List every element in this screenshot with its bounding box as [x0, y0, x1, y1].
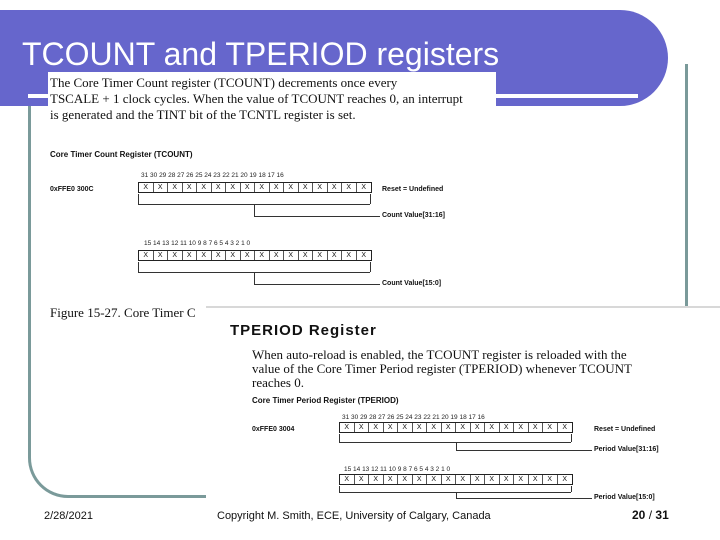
tperiod-address: 0xFFE0 3004: [252, 426, 295, 433]
tperiod-field-low: Period Value[15:0]: [594, 494, 655, 501]
bit-cell: X: [154, 183, 169, 192]
bit-cell: X: [500, 475, 515, 484]
bit-cell: X: [384, 423, 399, 432]
bit-cell: X: [355, 423, 370, 432]
bit-cell: X: [313, 251, 328, 260]
bit-cell: X: [369, 423, 384, 432]
bit-cell: X: [543, 423, 558, 432]
bit-cell: X: [485, 475, 500, 484]
tcount-figure: [48, 72, 496, 322]
bit-cell: X: [212, 251, 227, 260]
bit-cell: X: [139, 251, 154, 260]
bit-cell: X: [456, 423, 471, 432]
bit-cell: X: [342, 251, 357, 260]
bit-cell: X: [529, 475, 544, 484]
tcount-paragraph-line-1: The Core Timer Count register (TCOUNT) decrements once every: [50, 75, 398, 90]
bit-cell: X: [241, 251, 256, 260]
page-current: 20: [632, 508, 646, 522]
bit-cell: X: [342, 183, 357, 192]
bit-cell: X: [197, 251, 212, 260]
page-total: 31: [655, 508, 669, 522]
bit-cell: X: [241, 183, 256, 192]
tperiod-paragraph-line-1: When auto-reload is enabled, the TCOUNT register is reloaded with the: [252, 347, 627, 362]
bit-cell: X: [154, 251, 169, 260]
bit-cell: X: [313, 183, 328, 192]
bit-cell: X: [361, 184, 367, 191]
tperiod-register-heading: Core Timer Period Register (TPERIOD): [252, 396, 399, 405]
bit-cell: X: [197, 183, 212, 192]
tcount-bitfield-high: [138, 182, 372, 193]
tcount-address: 0xFFE0 300C: [50, 186, 94, 193]
bit-cell: X: [562, 424, 568, 431]
bit-cell: X: [456, 475, 471, 484]
bit-cell: X: [514, 423, 529, 432]
tcount-field-low: Count Value[15:0]: [382, 280, 442, 287]
bit-cell: X: [139, 183, 154, 192]
bit-cell: X: [427, 423, 442, 432]
bit-cell: X: [183, 251, 198, 260]
tcount-bit-numbers-low: 15 14 13 12 11 10 9 8 7 6 5 4 3 2 1 0: [144, 240, 251, 247]
bit-cell: X: [255, 183, 270, 192]
tcount-paragraph-line-3: is generated and the TINT bit of the TCNTL register is set.: [50, 107, 356, 122]
tcount-register-heading: Core Timer Count Register (TCOUNT): [50, 150, 193, 159]
bit-cell: X: [328, 251, 343, 260]
bit-cell: X: [543, 475, 558, 484]
tperiod-paragraph-line-2: value of the Core Timer Period register (TPERIOD) whenever TCOUNT: [252, 361, 632, 376]
bit-cell: X: [529, 423, 544, 432]
bit-cell: X: [226, 251, 241, 260]
bit-cell: X: [340, 475, 355, 484]
tperiod-field-high: Period Value[31:16]: [594, 446, 659, 453]
tcount-bitfield-low: [138, 250, 372, 261]
page-separator: /: [648, 508, 653, 522]
page-number: [632, 508, 669, 522]
tperiod-paragraph-line-3: reaches 0.: [252, 375, 304, 390]
slide-copyright: Copyright M. Smith, ECE, University of Calgary, Canada: [217, 510, 491, 522]
bit-cell: X: [514, 475, 529, 484]
bit-cell: X: [226, 183, 241, 192]
bit-cell: X: [398, 475, 413, 484]
bit-cell: X: [413, 423, 428, 432]
tcount-field-high: Count Value[31:16]: [382, 212, 446, 219]
tperiod-bit-numbers-high: 31 30 29 28 27 26 25 24 23 22 21 20 19 18 17 16: [342, 414, 485, 421]
bit-cell: X: [255, 251, 270, 260]
tcount-figure-caption: Figure 15-27. Core Timer C: [50, 305, 196, 320]
bit-cell: X: [398, 423, 413, 432]
bit-cell: X: [442, 423, 457, 432]
bit-cell: X: [183, 183, 198, 192]
bit-cell: X: [485, 423, 500, 432]
bit-cell: X: [442, 475, 457, 484]
tperiod-reset-note: Reset = Undefined: [594, 426, 656, 433]
bit-cell: X: [471, 423, 486, 432]
bit-cell: X: [299, 251, 314, 260]
slide-title: TCOUNT and TPERIOD registers: [22, 36, 500, 72]
tperiod-bitfield-high: [339, 422, 573, 433]
slide-date: 2/28/2021: [44, 510, 93, 522]
tcount-reset-note: Reset = Undefined: [382, 186, 444, 193]
bit-cell: X: [384, 475, 399, 484]
bit-cell: X: [361, 252, 367, 259]
bit-cell: X: [413, 475, 428, 484]
tcount-paragraph-line-2: TSCALE + 1 clock cycles. When the value of TCOUNT reaches 0, an interrupt: [50, 91, 463, 106]
bit-cell: X: [340, 423, 355, 432]
tperiod-title: TPERIOD Register: [230, 322, 377, 339]
bit-cell: X: [168, 183, 183, 192]
bit-cell: X: [299, 183, 314, 192]
bit-cell: X: [270, 183, 285, 192]
bit-cell: X: [562, 476, 568, 483]
tperiod-figure: [206, 306, 720, 502]
bit-cell: X: [270, 251, 285, 260]
bit-cell: X: [355, 475, 370, 484]
tcount-bit-numbers-high: 31 30 29 28 27 26 25 24 23 22 21 20 19 18 17 16: [141, 172, 284, 179]
bit-cell: X: [427, 475, 442, 484]
tperiod-bit-numbers-low: 15 14 13 12 11 10 9 8 7 6 5 4 3 2 1 0: [344, 466, 451, 473]
bit-cell: X: [284, 183, 299, 192]
bit-cell: X: [284, 251, 299, 260]
bit-cell: X: [369, 475, 384, 484]
tperiod-bitfield-low: [339, 474, 573, 485]
bit-cell: X: [471, 475, 486, 484]
bit-cell: X: [212, 183, 227, 192]
bit-cell: X: [328, 183, 343, 192]
bit-cell: X: [168, 251, 183, 260]
bit-cell: X: [500, 423, 515, 432]
